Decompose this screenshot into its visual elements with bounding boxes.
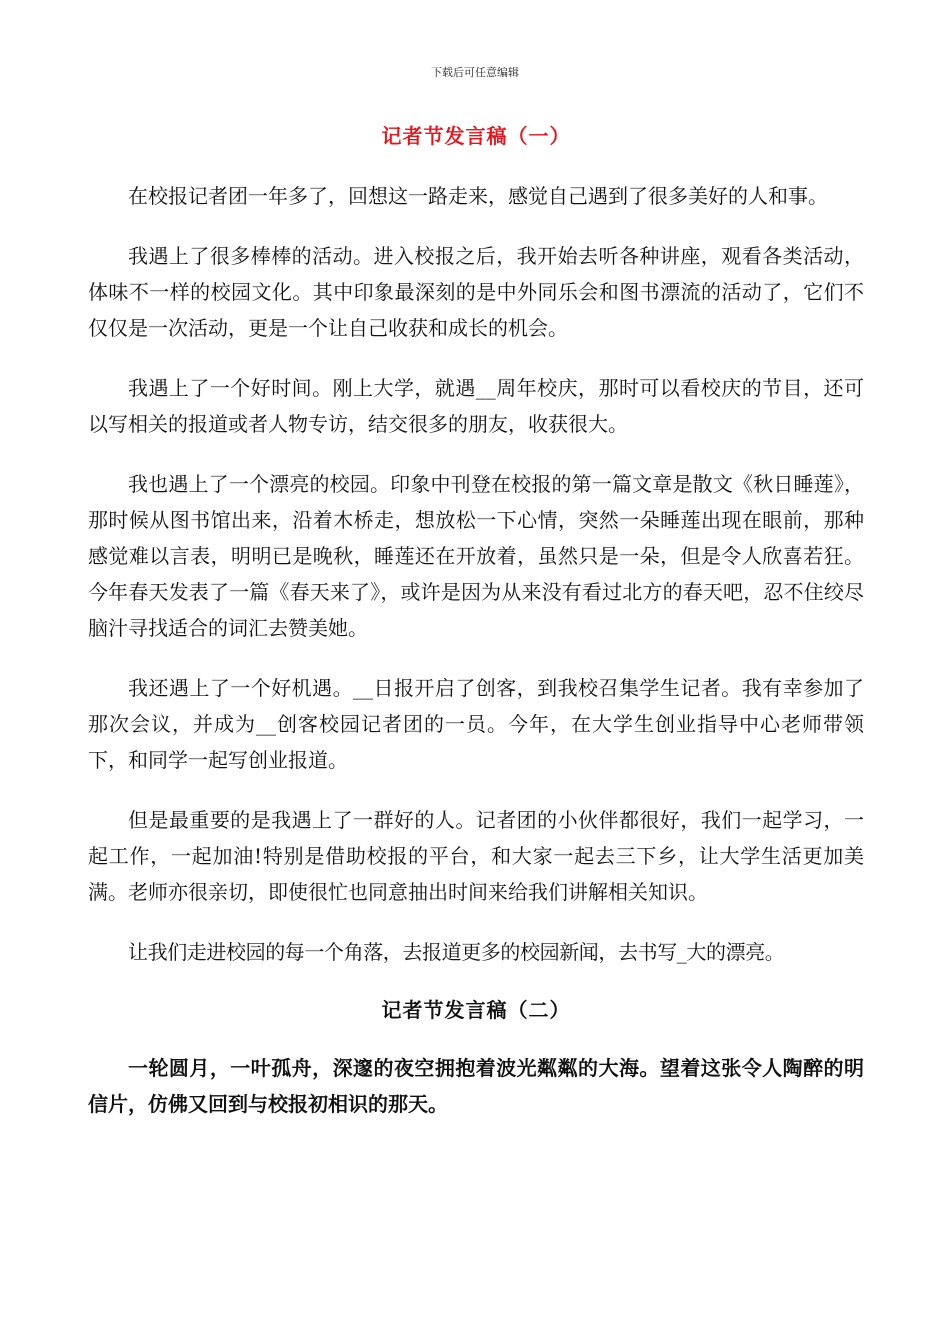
- section-1-paragraph-6: 但是最重要的是我遇上了一群好的人。记者团的小伙伴都很好，我们一起学习，一起工作，一起加油!特别是借助校报的平台，和大家一起去三下乡，让大学生活更加美满。老师亦很亲切，即使很忙也同意抽出时间来给我们讲解相关知识。: [88, 808, 864, 904]
- section-2-title: 记者节发言稿（二）: [381, 998, 571, 1022]
- document-body: [88, 118, 864, 1122]
- section-1-paragraph-1: 在校报记者团一年多了，回想这一路走来，感觉自己遇到了很多美好的人和事。: [128, 184, 828, 208]
- section-1-paragraph-2: 我遇上了很多棒棒的活动。进入校报之后，我开始去听各种讲座，观看各类活动，体味不一样的校园文化。其中印象最深刻的是中外同乐会和图书漂流的活动了，它们不仅仅是一次活动，更是一个让自己收获和成长的机会。: [88, 244, 864, 340]
- section-2-paragraph-1: 一轮圆月，一叶孤舟，深邃的夜空拥抱着波光粼粼的大海。望着这张令人陶醉的明信片，仿佛又回到与校报初相识的那天。: [88, 1056, 864, 1116]
- section-1-paragraph-3: 我遇上了一个好时间。刚上大学，就遇__周年校庆，那时可以看校庆的节目，还可以写相关的报道或者人物专访，结交很多的朋友，收获很大。: [88, 376, 864, 436]
- header-note: 下载后可任意编辑: [431, 66, 519, 79]
- section-1-paragraph-7: 让我们走进校园的每一个角落，去报道更多的校园新闻，去书写_大的漂亮。: [128, 940, 785, 964]
- section-1-paragraph-4: 我也遇上了一个漂亮的校园。印象中刊登在校报的第一篇文章是散文《秋日睡莲》，那时候从图书馆出来，沿着木桥走，想放松一下心情，突然一朵睡莲出现在眼前，那种感觉难以言表，明明已是晚秋，睡莲还在开放着，虽然只是一朵，但是令人欣喜若狂。今年春天发表了一篇《春天来了》，或许是因为从来没有看过北方的春天吧，忍不住绞尽脑汁寻找适合的词汇去赞美她。: [88, 472, 864, 640]
- section-1-title: 记者节发言稿（一）: [381, 124, 571, 148]
- section-1-paragraph-5: 我还遇上了一个好机遇。__日报开启了创客，到我校召集学生记者。我有幸参加了那次会议，并成为__创客校园记者团的一员。今年，在大学生创业指导中心老师带领下，和同学一起写创业报道。: [88, 676, 864, 772]
